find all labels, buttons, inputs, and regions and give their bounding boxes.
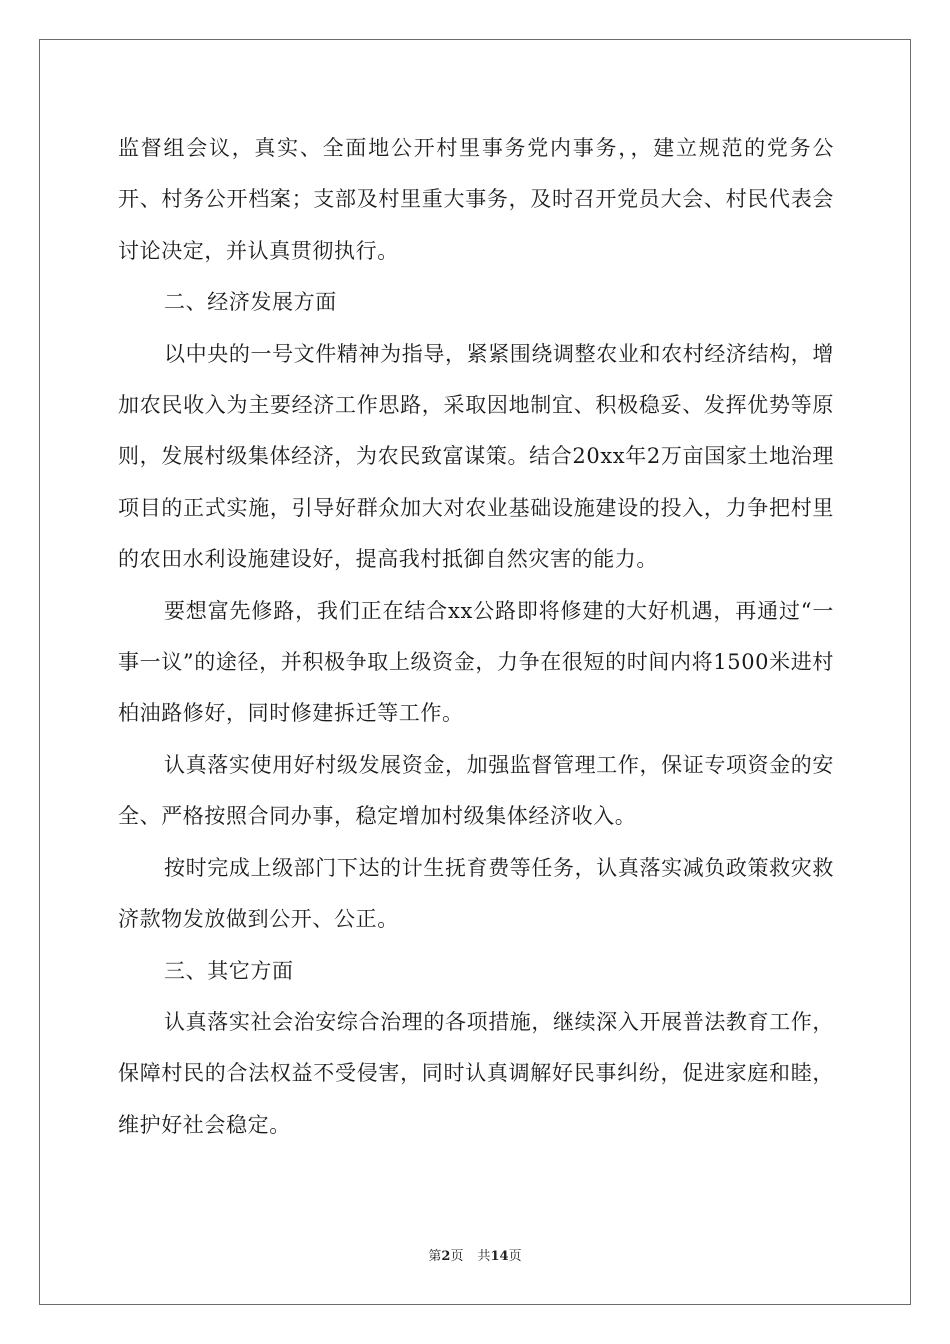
paragraph-4: 要想富先修路，我们正在结合xx公路即将修建的大好机遇，再通过“一事一议”的途径，并积极争取上级资金，力争在很短的时间内将1500米进村柏油路修好，同时修建拆迁等工作。 bbox=[118, 598, 834, 726]
page-number-suffix: 页 bbox=[450, 1249, 464, 1264]
paragraph-1: 监督组会议，真实、全面地公开村里事务党内事务，，建立规范的党务公开、村务公开档案；支部及村里重大事务，及时召开党员大会、村民代表会讨论决定，并认真贯彻执行。 bbox=[118, 136, 834, 263]
section-heading-economy: 二、经济发展方面 bbox=[164, 290, 337, 315]
page-number-current: 2 bbox=[441, 1249, 451, 1264]
page-footer bbox=[0, 1248, 950, 1266]
paragraph-5: 认真落实使用好村级发展资金，加强监督管理工作，保证专项资金的安全、严格按照合同办事，稳定增加村级集体经济收入。 bbox=[118, 752, 834, 829]
page-number-total: 14 bbox=[490, 1249, 509, 1264]
paragraph-3: 以中央的一号文件精神为指导，紧紧围绕调整农业和农村经济结构，增加农民收入为主要经济工作思路，采取因地制宜、积极稳妥、发挥优势等原则，发展村级集体经济，为农民致富谋策。结合20xx年2万亩国家土地治理项目的正式实施，引导好群众加大对农业基础设施建设的投入，力争把村里的农田水利设施建设好，提高我村抵御自然灾害的能力。 bbox=[118, 341, 834, 572]
paragraph-8: 认真落实社会治安综合治理的各项措施，继续深入开展普法教育工作，保障村民的合法权益不受侵害，同时认真调解好民事纠纷，促进家庭和睦，维护好社会稳定。 bbox=[118, 1009, 834, 1137]
page-total-prefix: 共 bbox=[477, 1249, 491, 1264]
page-number-prefix: 第 bbox=[428, 1249, 442, 1264]
document-body bbox=[118, 123, 834, 1151]
page-total-suffix: 页 bbox=[508, 1249, 522, 1264]
paragraph-6: 按时完成上级部门下达的计生抚育费等任务，认真落实减负政策救灾救济款物发放做到公开、公正。 bbox=[118, 855, 834, 932]
section-heading-other: 三、其它方面 bbox=[164, 958, 294, 983]
